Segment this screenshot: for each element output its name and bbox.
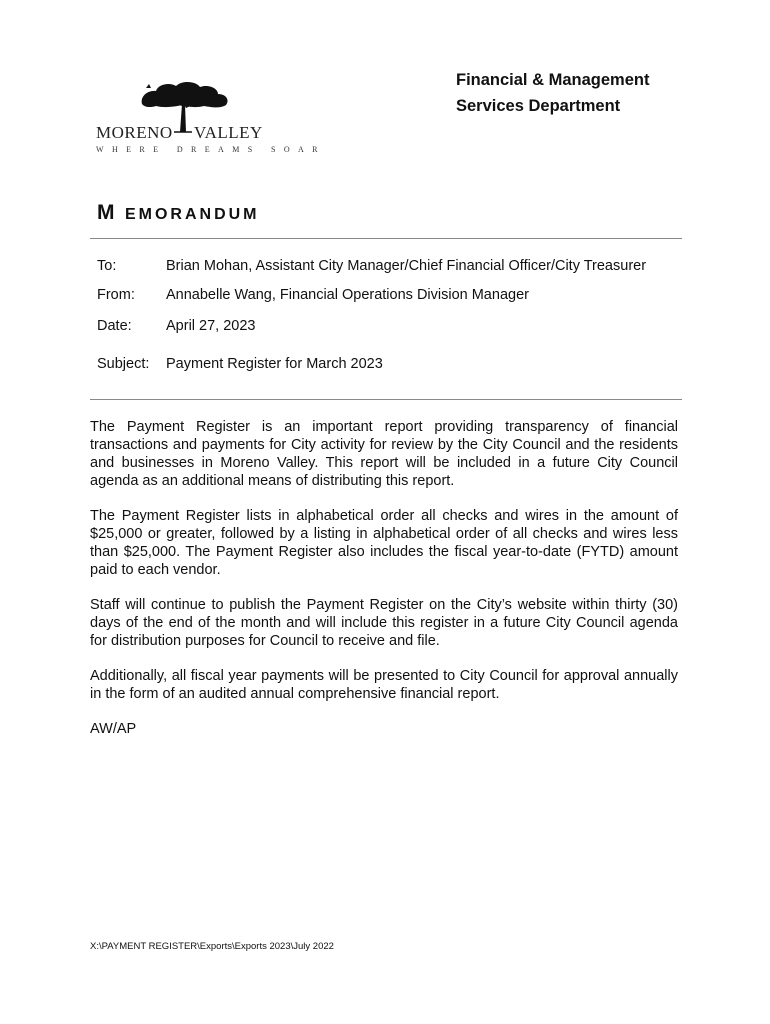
logo-text-right: VALLEY [194,123,263,142]
author-initials: AW/AP [90,721,137,737]
memo-title [97,201,260,225]
to-value: Brian Mohan, Assistant City Manager/Chief Financial Officer/City Treasurer [166,258,647,274]
header-divider-top [90,238,682,239]
date-value: April 27, 2023 [166,318,256,334]
body-paragraph: The Payment Register is an important report providing transparency of financial transactions and payments for City activity for review by the City Council and the residents and businesses in Moreno Valley. This report will be included in a future City Council agenda as an additional means of distributing this report. [90,419,678,489]
department-line-2: Services Department [456,97,621,115]
date-label: Date: [97,318,132,334]
logo-text-left: MORENO [96,123,173,142]
from-value: Annabelle Wang, Financial Operations Division Manager [166,287,529,303]
to-label: To: [97,258,117,274]
memo-body [90,418,678,755]
body-paragraph: The Payment Register lists in alphabetical order all checks and wires in the amount of $25,000 or greater, followed by a listing in alphabetical order of all checks and wires less than $25,000. The Payment Register also includes the fiscal year-to-date (FYTD) amount paid to each vendor. [90,508,678,578]
memo-title-initial: M [97,201,118,224]
body-paragraph: Additionally, all fiscal year payments will be presented to City Council for approval annually in the form of an audited annual comprehensive financial report. [90,668,678,702]
department-header [456,67,706,119]
body-paragraph: Staff will continue to publish the Payment Register on the City’s website within thirty (30) days of the end of the month and will include this register in a future City Council agenda for distribution purposes for Council to receive and file. [90,597,678,649]
subject-value: Payment Register for March 2023 [166,356,383,372]
file-path-footer: X:\PAYMENT REGISTER\Exports\Exports 2023\July 2022 [90,941,334,952]
memo-title-rest: EMORANDUM [124,206,260,223]
logo-tagline: WHERE DREAMS SOAR [96,145,326,154]
city-logo [92,76,326,158]
department-line-1: Financial & Management [456,71,650,89]
subject-label: Subject: [97,356,150,372]
header-divider-bottom [90,399,682,400]
from-label: From: [97,287,135,303]
